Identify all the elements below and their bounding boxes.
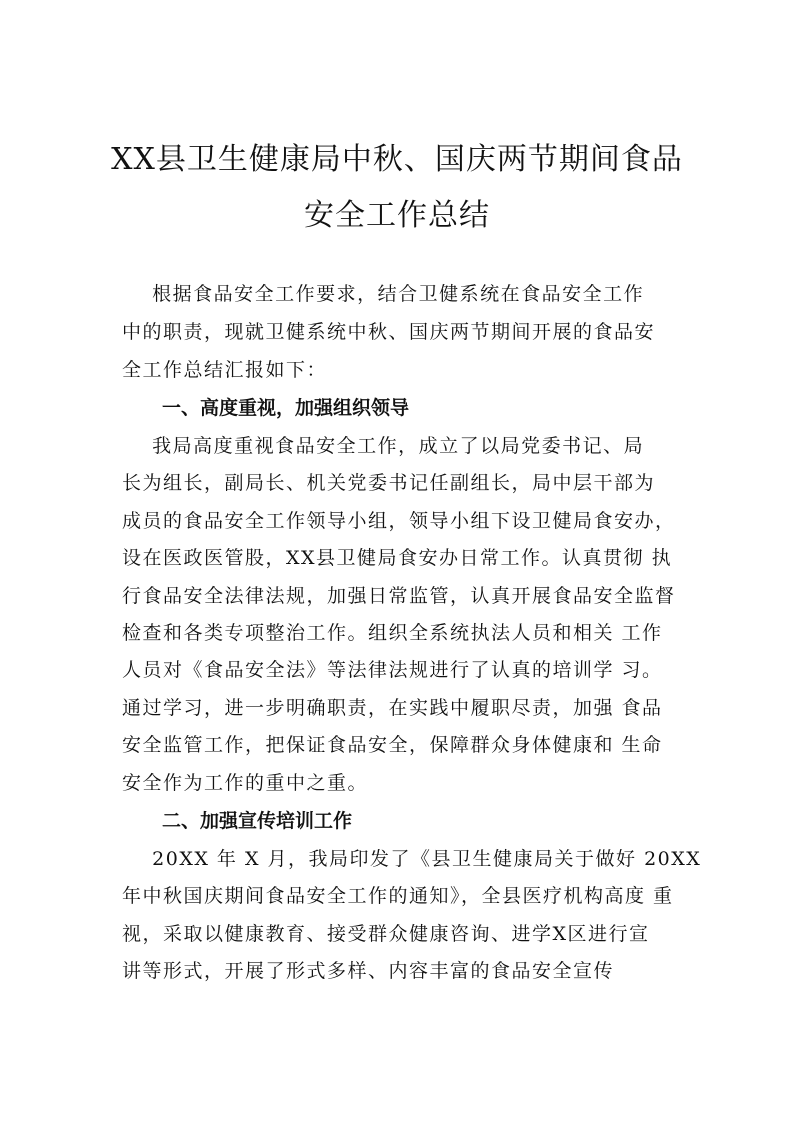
section2-line: 年中秋国庆期间食品安全工作的通知》，全县医疗机构高度 重 [122, 885, 674, 907]
section1-line: 行食品安全法律法规，加强日常监管，认真开展食品安全监督 [122, 585, 676, 607]
section1-line: 我局高度重视食品安全工作，成立了以局党委书记、局 [122, 435, 645, 457]
section1-line: 人员对《食品安全法》等法律法规进行了认真的培训学 习。 [122, 659, 663, 681]
section1-line: 成员的食品安全工作领导小组，领导小组下设卫健局食安办， [122, 510, 676, 532]
section-heading-1: 一、高度重视，加强组织领导 [162, 397, 410, 419]
section1-line: 检查和各类专项整治工作。组织全系统执法人员和相关 工作 [122, 622, 663, 644]
section1-line: 通过学习，进一步明确职责，在实践中履职尽责，加强 食品 [122, 697, 663, 719]
section1-line: 设在医政医管股，XX县卫健局食安办日常工作。认真贯彻 执 [122, 547, 673, 569]
intro-line: 全工作总结汇报如下： [122, 359, 328, 381]
document-title-line-2: 安全工作总结 [304, 198, 490, 233]
intro-line: 根据食品安全工作要求，结合卫健系统在食品安全工作 [122, 283, 645, 305]
section1-line: 长为组长，副局长、机关党委书记任副组长，局中层干部为 [122, 472, 656, 494]
section2-line: 视，采取以健康教育、接受群众健康咨询、进学X区进行宣 [122, 923, 650, 945]
section2-line: 讲等形式，开展了形式多样、内容丰富的食品安全宣传 [122, 960, 615, 982]
section2-line: 20XX 年 X 月，我局印发了《县卫生健康局关于做好 20XX [122, 848, 702, 870]
section-heading-2: 二、加强宣传培训工作 [162, 810, 353, 832]
section1-line: 安全监管工作，把保证食品安全，保障群众身体健康和 生命 [122, 734, 663, 756]
section1-line: 安全作为工作的重中之重。 [122, 772, 369, 794]
intro-line: 中的职责，现就卫健系统中秋、国庆两节期间开展的食品安 [122, 321, 656, 343]
document-title-line-1: XX县卫生健康局中秋、国庆两节期间食品 [111, 142, 683, 177]
